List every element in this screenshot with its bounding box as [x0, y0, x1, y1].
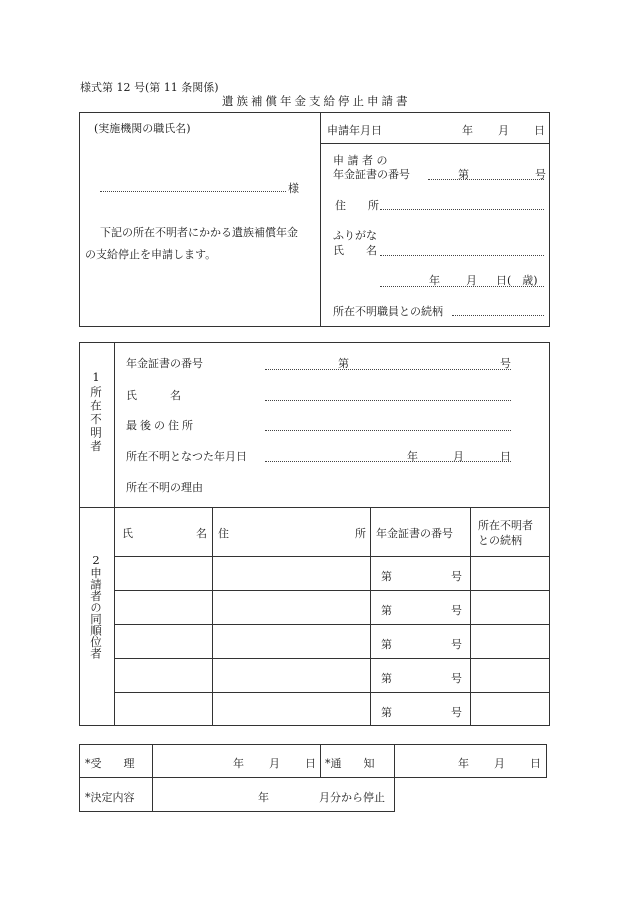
s2-col-line-1	[212, 507, 213, 726]
receipt-year: 年	[233, 757, 244, 770]
s1-last-address-line[interactable]	[265, 430, 511, 431]
applicant-label2: 年金証書の番号	[333, 168, 410, 181]
birth-line[interactable]	[380, 286, 544, 287]
relation-label: 所在不明職員との続柄	[333, 305, 443, 318]
s2-col-name-a: 氏	[122, 527, 133, 540]
s2-col-line-2	[370, 507, 371, 726]
address-line[interactable]	[380, 209, 544, 210]
s2-row3-dai: 第	[381, 638, 392, 651]
sama-label: 様	[288, 182, 299, 195]
s2-row-line-2	[114, 590, 550, 591]
decision-label: *決定内容	[85, 791, 135, 804]
s1-day: 日	[500, 450, 511, 463]
s2-row4-dai: 第	[381, 672, 392, 685]
decision-year: 年	[258, 791, 269, 804]
section2-heading: 2申請者の同順位者	[89, 553, 103, 659]
section-divider	[79, 507, 550, 508]
s1-last-address-label: 最後の住所	[126, 419, 196, 432]
s1-name-label: 氏 名	[126, 389, 181, 402]
footer-line-c	[394, 744, 395, 778]
s1-year: 年	[407, 450, 418, 463]
app-day: 日	[534, 124, 545, 137]
s2-row5-dai: 第	[381, 706, 392, 719]
s2-col-name-b: 名	[196, 527, 207, 540]
s2-col-addr-a: 住	[218, 527, 229, 540]
s1-cert-line[interactable]	[265, 369, 511, 370]
receipt-label: *受 理	[85, 757, 135, 770]
s1-dai: 第	[338, 357, 349, 370]
notice-label: *通 知	[325, 757, 375, 770]
date-row-line	[320, 143, 550, 144]
applicant-dai: 第	[458, 168, 469, 181]
notice-month: 月	[494, 757, 505, 770]
applicant-gou: 号	[535, 168, 546, 181]
form-number: 様式第 12 号(第 11 条関係)	[80, 81, 219, 94]
notice-year: 年	[458, 757, 469, 770]
top-divider	[320, 112, 321, 327]
applicant-cert-line[interactable]	[428, 179, 544, 180]
receipt-day: 日	[305, 757, 316, 770]
section1-heading: 1所在不明者	[89, 370, 103, 454]
heading-column-line	[114, 342, 115, 726]
s2-row2-dai: 第	[381, 604, 392, 617]
birth-year: 年	[429, 274, 440, 287]
relation-line[interactable]	[452, 315, 544, 316]
applicant-label1: 申 請 者 の	[333, 154, 388, 167]
agency-name-line[interactable]	[100, 191, 286, 192]
s2-row1-gou: 号	[451, 570, 462, 583]
request-line2: の支給停止を申請します。	[85, 248, 217, 261]
notice-day: 日	[530, 757, 541, 770]
name-label: 氏 名	[333, 244, 377, 257]
app-month: 月	[498, 124, 509, 137]
s1-reason-label: 所在不明の理由	[126, 481, 203, 494]
birth-day-age: 日( 歳)	[496, 274, 538, 287]
s1-month: 月	[453, 450, 464, 463]
footer-line-b	[320, 744, 321, 778]
s2-row-line-5	[114, 692, 550, 693]
app-year: 年	[462, 124, 473, 137]
decision-value: 月分から停止	[319, 791, 385, 804]
s2-col-line-3	[470, 507, 471, 726]
top-block	[79, 112, 550, 327]
furigana-label: ふりがな	[333, 229, 377, 242]
request-line1: 下記の所在不明者にかかる遺族補償年金	[100, 226, 298, 239]
footer-line-d	[152, 777, 153, 812]
s1-cert-label: 年金証書の番号	[126, 357, 203, 370]
s2-col-addr-b: 所	[355, 527, 366, 540]
s2-row-line-1	[114, 556, 550, 557]
form-title: 遺族補償年金支給停止申請書	[222, 94, 411, 108]
s2-col-rel-2: との続柄	[478, 534, 522, 547]
s1-missing-date-label: 所在不明となつた年月日	[126, 450, 247, 463]
s2-col-cert: 年金証書の番号	[376, 527, 453, 540]
footer-line-a	[152, 744, 153, 778]
s2-row-line-3	[114, 624, 550, 625]
s2-row2-gou: 号	[451, 604, 462, 617]
address-label: 住 所	[335, 199, 379, 212]
s2-row3-gou: 号	[451, 638, 462, 651]
s1-name-line[interactable]	[265, 400, 511, 401]
s2-col-rel-1: 所在不明者	[478, 519, 533, 532]
name-line[interactable]	[380, 255, 544, 256]
birth-month: 月	[466, 274, 477, 287]
s1-gou: 号	[500, 357, 511, 370]
s2-row4-gou: 号	[451, 672, 462, 685]
s1-missing-date-line[interactable]	[265, 461, 511, 462]
s2-row5-gou: 号	[451, 706, 462, 719]
s2-row1-dai: 第	[381, 570, 392, 583]
agency-label: (実施機関の職氏名)	[94, 122, 191, 135]
s2-row-line-4	[114, 658, 550, 659]
receipt-month: 月	[269, 757, 280, 770]
app-date-label: 申請年月日	[327, 124, 382, 137]
